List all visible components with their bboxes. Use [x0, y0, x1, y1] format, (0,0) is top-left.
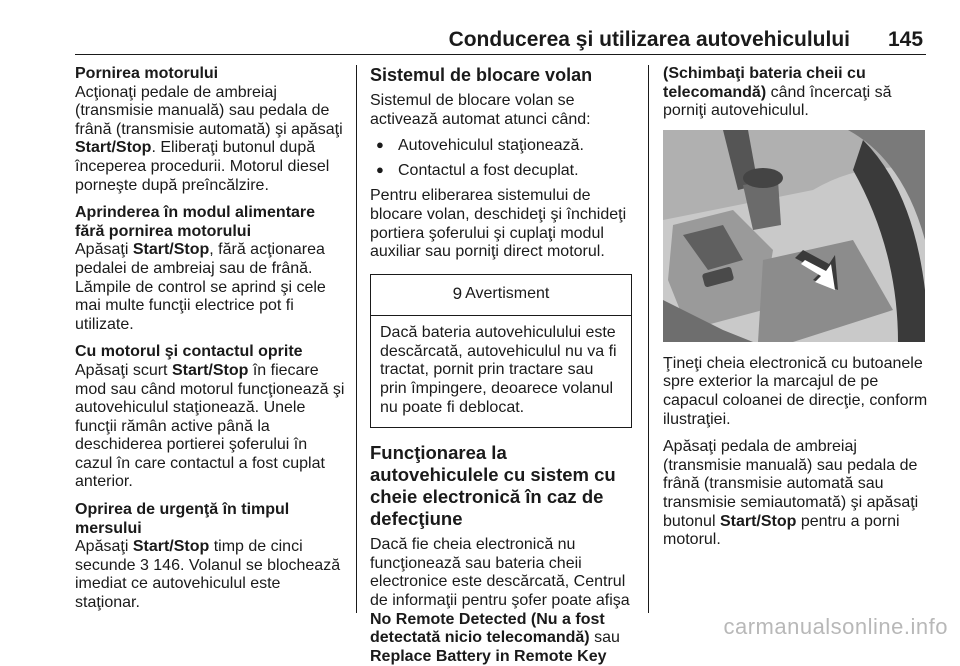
steering-column-key-illustration	[663, 130, 925, 342]
header-rule	[75, 54, 926, 55]
section-ignition-mode: Aprinderea în modul alimentare fără pornirea motorului Apăsaţi Start/Stop, fără acţionarea pedalei de ambreiaj sau de frână. Lămpile de control se aprind şi cele mai multe funcţii electrice pot fi utilizate.	[75, 204, 345, 334]
start-stop-label: Start/Stop	[75, 139, 152, 157]
warning-title: Avertisment	[465, 285, 550, 303]
start-stop-label: Start/Stop	[719, 512, 797, 530]
page-title: Conducerea şi utilizarea autovehiculului	[448, 28, 850, 51]
warning-text: Dacă bateria autovehiculului este descărcată, autovehiculul nu va fi tractat, pornit prin tractare sau prin împingere, deoarece volanul nu poate fi deblocat.	[380, 324, 617, 416]
page-number: 145	[888, 28, 924, 51]
section-heading: Cu motorul şi contactul oprite	[75, 343, 303, 361]
list-item: ● Autovehiculul staţionează.	[370, 137, 632, 156]
press-pedal-instruction: Apăsaţi pedala de ambreiaj (transmisie manuală) sau pedala de frână (transmisie automată sau transmisie semiautomată) şi apăsaţi butonul Start/Stop pentru a porni motorul.	[663, 438, 919, 549]
electronic-key-failure-text: Dacă fie cheia electronică nu funcţionează sau bateria cheii electronice este descărcată, Centrul de informaţii pentru şofer poate afişa No Remote Detected (Nu a fost detectată nicio telecomandă) sau Replace Battery in Remote Key	[370, 536, 630, 665]
start-stop-label: Start/Stop	[132, 538, 210, 556]
warning-icon: 9	[452, 284, 463, 304]
start-stop-label: Start/Stop	[171, 361, 249, 379]
section-heading: Pornirea motorului	[75, 65, 219, 82]
hold-key-instruction: Ţineţi cheia electronică cu butoanele spre exterior la marcajul de pe capacul coloanei de direcţie, conform ilustraţiei.	[663, 354, 928, 428]
replace-battery-continued: (Schimbaţi bateria cheii cu telecomandă) când încercaţi să porniţi autovehiculul.	[663, 65, 892, 120]
section-title-steering-lock: Sistemul de blocare volan	[370, 65, 593, 85]
page-header	[0, 0, 960, 56]
column-divider-1	[356, 65, 357, 613]
list-item: ● Contactul a fost decuplat.	[370, 162, 632, 181]
column-3	[663, 65, 931, 559]
warning-header	[371, 275, 631, 315]
warning-box	[370, 274, 632, 428]
bullet-list	[370, 137, 632, 180]
message-replace-battery: Replace Battery in Remote Key	[370, 647, 607, 665]
start-stop-label: Start/Stop	[132, 241, 210, 259]
section-heading: Oprirea de urgenţă în timpul mersului	[75, 501, 290, 537]
section-emergency-stop: Oprirea de urgenţă în timpul mersului Apăsaţi Start/Stop timp de cinci secunde 3 146. Volanul se blochează imediat ce autovehiculul este staţionar.	[75, 501, 345, 613]
column-2	[370, 65, 632, 666]
steering-lock-release: Pentru eliberarea sistemului de blocare volan, deschideţi şi închideţi portiera şoferului şi cuplaţi modul auxiliar sau porniţi direct motorul.	[370, 187, 627, 261]
column-1	[75, 65, 345, 613]
watermark: carmanualsonline.info	[723, 614, 948, 639]
section-title-electronic-key-failure: Funcţionarea la autovehiculele cu sistem cu cheie electronică în caz de defecţiune	[370, 442, 616, 530]
message-no-remote: No Remote Detected (Nu a fost detectată nicio telecomandă)	[370, 610, 605, 647]
column-divider-2	[648, 65, 649, 613]
steering-lock-intro: Sistemul de blocare volan se activează automat atunci când:	[370, 92, 591, 128]
section-heading: Aprinderea în modul alimentare fără pornirea motorului	[75, 204, 316, 240]
section-engine-start: Pornirea motorului Acţionaţi pedale de ambreiaj (transmisie manuală) sau pedala de frână (transmisie automată) şi apăsaţi Start/Stop. Eliberaţi butonul după începerea procedurii. Motorul diesel porneşte după preîncălzire.	[75, 65, 345, 195]
page-reference-link[interactable]: 3 146	[139, 556, 180, 574]
section-engine-off: Cu motorul şi contactul oprite Apăsaţi scurt Start/Stop în fiecare mod sau când motorul funcţionează şi autovehiculul staţionează. Unele funcţii rămân active până la deschiderea portierei şoferului în cazul în care contactul a fost cuplat anterior.	[75, 343, 345, 491]
